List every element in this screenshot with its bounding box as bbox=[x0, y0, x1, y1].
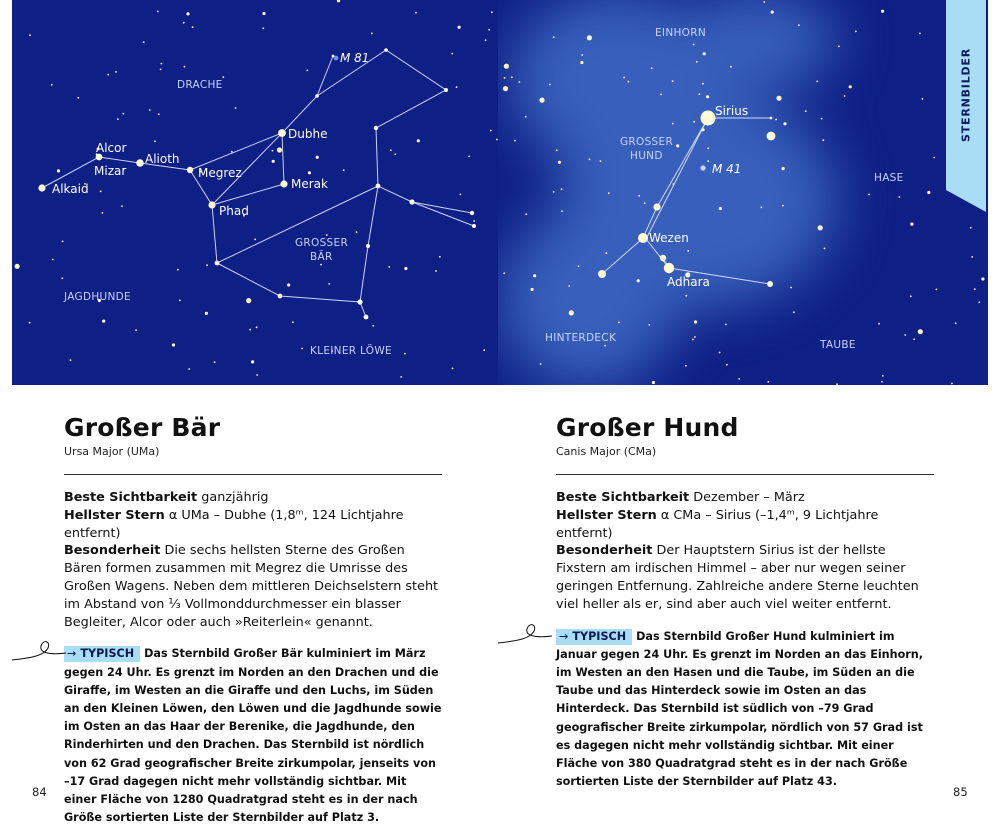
star-label-dubhe: Dubhe bbox=[288, 127, 328, 141]
background-star bbox=[102, 212, 104, 214]
background-star bbox=[62, 241, 64, 243]
star-label-alkaid: Alkaid bbox=[52, 182, 89, 196]
background-star bbox=[490, 130, 492, 132]
background-star bbox=[488, 29, 490, 31]
background-star bbox=[179, 300, 181, 302]
background-star bbox=[816, 81, 818, 83]
fact-label: Beste Sichtbarkeit bbox=[556, 490, 690, 505]
background-star bbox=[143, 41, 145, 43]
background-star bbox=[638, 195, 640, 197]
background-star bbox=[235, 107, 237, 109]
background-star bbox=[693, 121, 695, 123]
background-star bbox=[262, 28, 264, 30]
background-star bbox=[927, 191, 930, 194]
background-star bbox=[326, 234, 328, 236]
background-star bbox=[569, 310, 574, 315]
star-label-sirius: Sirius bbox=[715, 104, 749, 118]
background-star bbox=[955, 322, 957, 324]
background-star bbox=[881, 381, 883, 383]
background-star bbox=[511, 76, 513, 78]
fact-value: α UMa – Dubhe (1,8ᵐ, 124 Lichtjahre entfernt) bbox=[64, 507, 404, 541]
label-grosser-baer-line1: GROSSER bbox=[295, 237, 349, 249]
background-star bbox=[763, 1, 765, 3]
background-star bbox=[919, 33, 921, 35]
background-star bbox=[822, 139, 824, 141]
background-star bbox=[730, 66, 732, 68]
background-star bbox=[451, 53, 453, 55]
background-star bbox=[205, 312, 208, 315]
background-star bbox=[913, 338, 915, 340]
background-star bbox=[29, 34, 31, 36]
background-star bbox=[698, 93, 700, 95]
label-grosser-hund-line2: HUND bbox=[630, 150, 663, 162]
page-number-left: 84 bbox=[32, 785, 47, 799]
background-star bbox=[292, 321, 294, 323]
background-star bbox=[121, 205, 123, 207]
background-star bbox=[838, 46, 840, 48]
star-label-megrez: Megrez bbox=[198, 166, 242, 180]
background-star bbox=[388, 266, 390, 268]
background-star bbox=[726, 364, 728, 366]
background-star bbox=[503, 86, 508, 91]
background-star bbox=[214, 361, 216, 363]
background-star bbox=[556, 149, 558, 151]
background-star bbox=[868, 194, 870, 196]
label-einhorn: EINHORN bbox=[655, 27, 706, 39]
background-star bbox=[372, 325, 374, 327]
fact-value: ganzjährig bbox=[201, 490, 269, 505]
background-star bbox=[805, 110, 807, 112]
background-star bbox=[435, 270, 437, 272]
arrow-right-icon: → bbox=[559, 629, 569, 643]
fact-label: Hellster Stern bbox=[64, 507, 165, 523]
background-star bbox=[685, 365, 687, 367]
background-star bbox=[102, 320, 105, 323]
label-grosser-hund-line1: GROSSER bbox=[620, 136, 674, 148]
background-star bbox=[107, 74, 109, 76]
background-star bbox=[605, 252, 607, 254]
background-star bbox=[790, 287, 792, 289]
background-star bbox=[51, 84, 53, 86]
typisch-badge bbox=[556, 629, 632, 645]
fact-visibility bbox=[556, 489, 934, 507]
background-star bbox=[561, 188, 563, 190]
background-star bbox=[703, 52, 706, 55]
background-star bbox=[460, 194, 462, 196]
background-star bbox=[581, 54, 583, 56]
background-star bbox=[251, 360, 254, 363]
background-star bbox=[192, 26, 194, 28]
background-star bbox=[553, 36, 555, 38]
background-star bbox=[135, 329, 137, 331]
background-star bbox=[122, 113, 124, 115]
background-star bbox=[971, 256, 973, 258]
background-star bbox=[256, 326, 258, 328]
background-star bbox=[491, 11, 493, 13]
background-star bbox=[692, 339, 694, 341]
background-star bbox=[776, 96, 781, 101]
background-star bbox=[685, 295, 687, 297]
background-star bbox=[149, 109, 151, 111]
fact-feature bbox=[64, 542, 442, 631]
background-star bbox=[628, 81, 630, 83]
background-star bbox=[503, 272, 505, 274]
label-hase: HASE bbox=[874, 172, 904, 184]
swirl-arrow-icon bbox=[10, 636, 80, 666]
background-star bbox=[818, 225, 823, 230]
star-label-phad: Phad bbox=[219, 204, 249, 218]
fact-value: Dezember – März bbox=[693, 490, 805, 505]
background-star bbox=[504, 64, 509, 69]
background-star bbox=[652, 381, 655, 384]
background-star bbox=[981, 277, 984, 280]
background-star bbox=[356, 231, 358, 233]
background-star bbox=[580, 61, 583, 64]
background-star bbox=[978, 301, 980, 303]
page-subtitle: Ursa Major (UMa) bbox=[64, 445, 160, 458]
background-star bbox=[400, 376, 402, 378]
background-star bbox=[540, 363, 542, 365]
label-m81: M 81 bbox=[340, 51, 370, 65]
background-star bbox=[277, 147, 282, 152]
background-star bbox=[320, 264, 322, 266]
divider bbox=[556, 474, 934, 475]
background-star bbox=[719, 352, 721, 354]
article-canis-major bbox=[556, 412, 934, 791]
background-star bbox=[161, 63, 163, 65]
background-star bbox=[316, 156, 319, 159]
background-star bbox=[974, 288, 976, 290]
facts-block bbox=[556, 489, 934, 614]
background-star bbox=[904, 334, 906, 336]
label-kleiner-loewe: KLEINER LÖWE bbox=[310, 345, 392, 357]
background-star bbox=[970, 227, 972, 229]
background-star bbox=[533, 274, 536, 277]
background-star bbox=[604, 345, 606, 347]
background-star bbox=[394, 153, 396, 155]
background-star bbox=[262, 12, 265, 15]
star-label-mizar: Mizar bbox=[94, 164, 127, 178]
background-star bbox=[206, 264, 208, 266]
background-star bbox=[824, 248, 826, 250]
background-star bbox=[343, 169, 345, 171]
background-star bbox=[687, 250, 689, 252]
background-star bbox=[561, 210, 563, 212]
background-star bbox=[246, 298, 251, 303]
background-star bbox=[184, 66, 186, 68]
star-map-canis-major-svg bbox=[498, 0, 988, 385]
background-star bbox=[188, 368, 190, 370]
background-star bbox=[157, 11, 159, 13]
background-star bbox=[61, 277, 63, 279]
swirl-arrow-icon bbox=[496, 619, 569, 649]
background-star bbox=[738, 378, 740, 380]
background-star bbox=[648, 324, 650, 326]
background-star bbox=[702, 83, 704, 85]
cluster-m41-marker bbox=[700, 165, 705, 170]
background-star bbox=[936, 289, 938, 291]
background-star bbox=[782, 167, 785, 170]
background-star bbox=[707, 160, 709, 162]
background-star bbox=[308, 171, 311, 174]
background-star bbox=[589, 159, 591, 161]
background-star bbox=[672, 123, 674, 125]
background-star bbox=[878, 323, 880, 325]
background-star bbox=[660, 94, 662, 96]
fact-label: Hellster Stern bbox=[556, 507, 657, 523]
background-star bbox=[676, 144, 679, 147]
background-star bbox=[525, 213, 527, 215]
star-map-ursa-major bbox=[12, 0, 498, 385]
page-title: Großer Bär bbox=[64, 413, 221, 442]
background-star bbox=[844, 95, 846, 97]
background-star bbox=[783, 122, 786, 125]
fact-visibility bbox=[64, 489, 442, 507]
background-star bbox=[100, 191, 102, 193]
background-star bbox=[694, 320, 697, 323]
background-star bbox=[553, 191, 555, 193]
background-star bbox=[519, 81, 521, 83]
background-star bbox=[158, 113, 160, 115]
background-star bbox=[849, 85, 852, 88]
typisch-text: Das Sternbild Großer Hund kulminiert im Januar gegen 24 Uhr. Es grenzt im Norden an das Einhorn, im Westen an den Hasen und die Taube, im Süden an die Taube und das Hinterdeck sowie im Osten an das Hinterdeck. Das Sternbild ist südlich von –79 Grad geografischer Breite zirkumpolar, nördlich von 57 Grad ist es dagegen nicht mehr vollständig sichtbar. Mit einer Fläche von 380 Quadratgrad steht es in der nach Größe sortierten Liste der Sternbilder auf Platz 43. bbox=[556, 629, 924, 789]
background-star bbox=[272, 150, 274, 152]
background-star bbox=[706, 95, 709, 98]
background-star bbox=[568, 285, 570, 287]
typisch-block bbox=[556, 628, 934, 792]
page-title: Großer Hund bbox=[556, 413, 739, 442]
background-star bbox=[644, 202, 646, 204]
background-star bbox=[256, 374, 258, 376]
background-star bbox=[672, 80, 674, 82]
star-label-alioth: Alioth bbox=[145, 152, 180, 166]
background-star bbox=[922, 98, 924, 100]
typisch-label: TYPISCH bbox=[572, 629, 627, 643]
background-star bbox=[761, 207, 763, 209]
background-star bbox=[782, 205, 784, 207]
background-star bbox=[618, 322, 620, 324]
background-star bbox=[793, 311, 795, 313]
background-star bbox=[933, 157, 935, 159]
background-star bbox=[172, 343, 175, 346]
background-star bbox=[719, 207, 722, 210]
background-star bbox=[725, 324, 727, 326]
background-star bbox=[154, 140, 156, 142]
fact-value: Die sechs hellsten Sterne des Großen Bären formen zusammen mit Megrez die Umrisse des Großen Wagens. Neben dem mittleren Deichselstern steht im Abstand von ¹⁄₃ Vollmonddurchmesser ein blasser Begleiter, Alcor oder auch »Reiterlein« genannt. bbox=[64, 543, 439, 630]
label-jagdhunde: JAGDHUNDE bbox=[64, 291, 131, 303]
background-star bbox=[77, 97, 79, 99]
typisch-label: TYPISCH bbox=[80, 647, 135, 661]
background-star bbox=[918, 329, 923, 334]
background-star bbox=[821, 118, 823, 120]
background-star bbox=[696, 61, 698, 63]
background-star bbox=[468, 156, 470, 158]
arrow-right-icon: → bbox=[67, 647, 77, 661]
background-star bbox=[485, 39, 487, 41]
page-number-right: 85 bbox=[953, 785, 968, 799]
label-hinterdeck: HINTERDECK bbox=[545, 332, 617, 344]
section-tab bbox=[947, 0, 985, 190]
background-star bbox=[882, 375, 884, 377]
background-star bbox=[693, 44, 695, 46]
background-star bbox=[287, 283, 290, 286]
background-star bbox=[452, 368, 454, 370]
background-star bbox=[578, 265, 580, 267]
fact-brightest-star bbox=[64, 507, 442, 543]
background-star bbox=[623, 77, 625, 79]
fact-value: Der Hauptstern Sirius ist der hellste Fixstern am irdischen Himmel – aber nur wegen seiner geringen Entfernung. Zahlreiche andere Sterne leuchten viel heller als er, sind aber auch viel weiter entfernt. bbox=[556, 543, 919, 612]
background-star bbox=[371, 33, 373, 35]
background-star bbox=[177, 269, 179, 271]
star-label-adhara: Adhara bbox=[667, 275, 710, 289]
background-star bbox=[15, 264, 20, 269]
background-star bbox=[539, 98, 544, 103]
article-ursa-major bbox=[64, 412, 442, 827]
background-star bbox=[57, 169, 60, 172]
fact-label: Beste Sichtbarkeit bbox=[64, 490, 198, 505]
background-star bbox=[910, 295, 912, 297]
background-star bbox=[637, 279, 640, 282]
background-star bbox=[249, 329, 251, 331]
background-star bbox=[415, 12, 417, 14]
fact-label: Besonderheit bbox=[64, 543, 161, 559]
background-star bbox=[186, 12, 189, 15]
page-subtitle: Canis Major (CMa) bbox=[556, 445, 657, 458]
background-star bbox=[404, 353, 406, 355]
fact-label: Besonderheit bbox=[556, 543, 653, 559]
background-star bbox=[473, 220, 475, 222]
background-star bbox=[600, 160, 602, 162]
star-label-alcor: Alcor bbox=[96, 141, 127, 155]
label-taube: TAUBE bbox=[820, 339, 856, 351]
background-star bbox=[881, 10, 884, 13]
background-star bbox=[587, 35, 592, 40]
background-star bbox=[531, 288, 534, 291]
background-star bbox=[328, 283, 330, 285]
background-star bbox=[404, 267, 407, 270]
background-star bbox=[115, 71, 117, 73]
background-star bbox=[254, 239, 256, 241]
background-star bbox=[52, 259, 54, 261]
background-star bbox=[899, 196, 901, 198]
facts-block bbox=[64, 489, 442, 631]
background-star bbox=[439, 256, 441, 258]
background-star bbox=[390, 149, 392, 151]
label-drache: DRACHE bbox=[177, 79, 223, 91]
star-label-merak: Merak bbox=[291, 177, 328, 191]
fact-brightest-star bbox=[556, 507, 934, 543]
background-star bbox=[458, 26, 461, 29]
typisch-text: Das Sternbild Großer Bär kulminiert im März gegen 24 Uhr. Es grenzt im Norden an den Drachen und die Giraffe, im Westen an die Giraffe und den Luchs, im Süden an den Kleinen Löwen, den Löwen und die Jagdhunde sowie im Osten an das Haar der Berenike, die Jagdhunde, den Rinderhirten und den Drachen. Das Sternbild ist nördlich von 62 Grad geografischer Breite zirkumpolar, jenseits von –17 Grad dagegen nicht mehr vollständig sichtbar. Mit einer Fläche von 1280 Quadratgrad steht es in der nach Größe sortierten Liste der Sternbilder auf Platz 3. bbox=[64, 647, 442, 825]
divider bbox=[64, 474, 442, 475]
background-star bbox=[456, 86, 458, 88]
star-map-ursa-major-svg bbox=[12, 0, 498, 385]
background-star bbox=[514, 140, 516, 142]
background-star bbox=[301, 348, 303, 350]
background-star bbox=[910, 223, 913, 226]
background-star bbox=[707, 147, 709, 149]
background-star bbox=[855, 31, 857, 33]
background-star bbox=[29, 322, 31, 324]
background-star bbox=[951, 383, 953, 385]
galaxy-m81-marker bbox=[334, 56, 339, 61]
star-label-wezen: Wezen bbox=[649, 231, 689, 245]
background-star bbox=[504, 77, 506, 79]
background-star bbox=[222, 76, 224, 78]
background-star bbox=[160, 69, 162, 71]
background-star bbox=[775, 119, 777, 121]
background-star bbox=[483, 349, 485, 351]
background-star bbox=[608, 192, 610, 194]
background-star bbox=[117, 118, 119, 120]
background-star bbox=[651, 67, 653, 69]
background-star bbox=[231, 151, 233, 153]
background-star bbox=[767, 381, 769, 383]
background-star bbox=[70, 359, 72, 361]
fact-value: α CMa – Sirius (–1,4ᵐ, 9 Lichtjahre entfernt) bbox=[556, 507, 879, 541]
section-tab-label: STERNBILDER bbox=[959, 47, 973, 143]
star-map-canis-major bbox=[498, 0, 988, 385]
label-grosser-baer-line2: BÄR bbox=[310, 251, 333, 263]
background-star bbox=[549, 84, 551, 86]
background-star bbox=[306, 70, 308, 72]
background-star bbox=[183, 22, 185, 24]
label-m41: M 41 bbox=[712, 162, 742, 176]
background-star bbox=[798, 24, 800, 26]
background-star bbox=[272, 160, 275, 163]
background-star bbox=[771, 11, 774, 14]
background-star bbox=[558, 161, 561, 164]
background-star bbox=[417, 139, 420, 142]
background-star bbox=[694, 336, 696, 338]
background-star bbox=[525, 116, 527, 118]
fact-feature bbox=[556, 542, 934, 613]
